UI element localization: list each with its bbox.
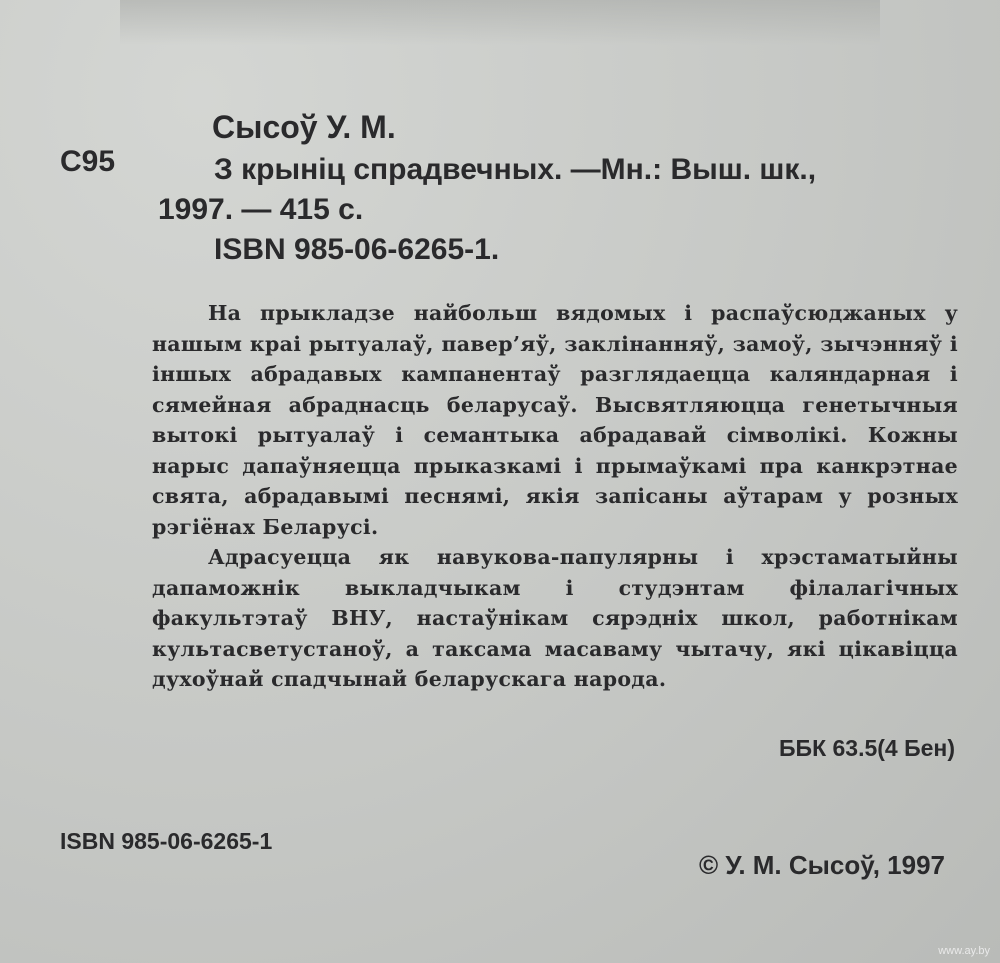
copyright-notice: © У. М. Сысоў, 1997 (699, 850, 945, 880)
bbk-classification: ББК 63.5(4 Бен) (779, 735, 955, 761)
annotation-paragraph: Адрасуецца як навукова-папулярны і хрэстаматыйны дапаможнік выкладчыкам і студэнтам філалагічных факультэтаў ВНУ, настаўнікам сярэдніх школ, работнікам культасветустаноў, а таксама масаваму чытачу, які цікавіцца духоўнай спадчынай беларускага народа. (152, 545, 958, 691)
bib-year-pages-line: 1997. — 415 с. (158, 193, 364, 226)
library-cipher: С95 (60, 145, 116, 178)
author-name: Сысоў У. М. (212, 109, 396, 145)
page-bleed-shadow (120, 0, 880, 45)
annotation (152, 298, 958, 695)
bibliographic-record (158, 150, 958, 270)
isbn-footer: ISBN 985-06-6265-1 (60, 828, 273, 854)
bib-isbn-line: ISBN 985-06-6265-1. (214, 233, 500, 266)
bib-title-line: З крыніц спрадвечных. —Мн.: Выш. шк., (214, 153, 817, 186)
catalog-header (158, 108, 958, 270)
site-watermark: www.ay.by (938, 945, 990, 957)
annotation-paragraph: На прыкладзе найбольш вядомых і распаўсюджаных у нашым краі рытуалаў, павер’яў, заклінанняў, замоў, зычэнняў і іншых абрадавых кампанентаў разглядаецца каляндарная і сямейная абраднасць беларусаў. Высвятляюцца генетычныя вытокі рытуалаў і семантыка абрадавай сімволікі. Кожны нарыс дапаўняецца прыказкамі і прымаўкамі пра канкрэтнае свята, абрадавымі песнямі, якія запісаны аўтарам у розных рэгіёнах Беларусі. (152, 301, 958, 539)
